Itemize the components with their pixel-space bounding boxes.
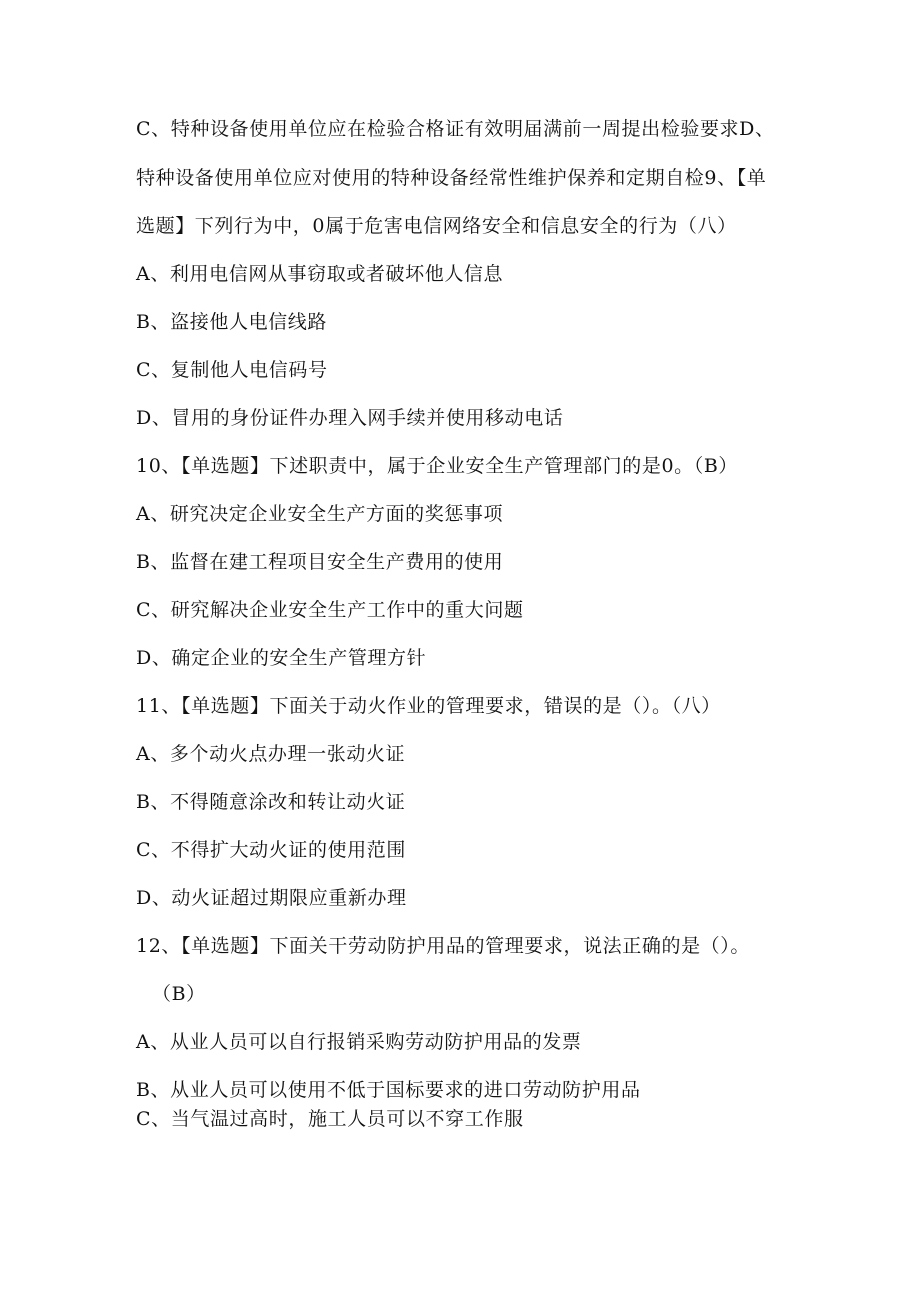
q8-option-c: C、特种设备使用单位应在检验合格证有效明届满前一周提出检验要求D、 — [136, 118, 775, 140]
q10-stem: 10、【单选题】下述职责中，属于企业安全生产管理部门的是0。（B） — [136, 455, 739, 477]
q9-option-d: D、冒用的身份证件办理入网手续并使用移动电话 — [136, 407, 564, 429]
q11-option-d: D、动火证超过期限应重新办理 — [136, 887, 407, 909]
q10-option-c: C、研究解决企业安全生产工作中的重大问题 — [136, 599, 524, 621]
q9-option-c: C、复制他人电信码号 — [136, 359, 328, 381]
q11-option-c: C、不得扩大动火证的使用范围 — [136, 839, 406, 861]
q11-option-a: A、多个动火点办理一张动火证 — [136, 743, 406, 765]
q9-stem-continued: 选题】下列行为中，0属于危害电信网络安全和信息安全的行为（八） — [136, 215, 737, 237]
q9-option-b: B、盗接他人电信线路 — [136, 311, 327, 333]
q10-option-a: A、研究决定企业安全生产方面的奖惩事项 — [136, 503, 504, 525]
q11-option-b: B、不得随意涂改和转让动火证 — [136, 791, 406, 813]
q12-answer: （B） — [152, 983, 206, 1005]
q12-option-c: C、当气温过高时，施工人员可以不穿工作服 — [136, 1108, 524, 1130]
q12-option-a: A、从业人员可以自行报销采购劳动防护用品的发票 — [136, 1031, 582, 1053]
q12-option-b: B、从业人员可以使用不低于国标要求的进口劳动防护用品 — [136, 1079, 641, 1101]
q9-option-a: A、利用电信网从事窃取或者破坏他人信息 — [136, 263, 504, 285]
q12-stem: 12、【单选题】下面关干劳动防护用品的管理要求，说法正确的是（）。 — [136, 935, 750, 957]
q10-option-d: D、确定企业的安全生产管理方针 — [136, 647, 427, 669]
q10-option-b: B、监督在建工程项目安全生产费用的使用 — [136, 551, 504, 573]
q8-option-d-and-q9-stem: 特种设备使用单位应对使用的特种设备经常性维护保养和定期自检9、【单 — [136, 167, 767, 189]
q11-stem: 11、【单选题】下面关于动火作业的管理要求，错误的是（）。（八） — [136, 695, 721, 717]
